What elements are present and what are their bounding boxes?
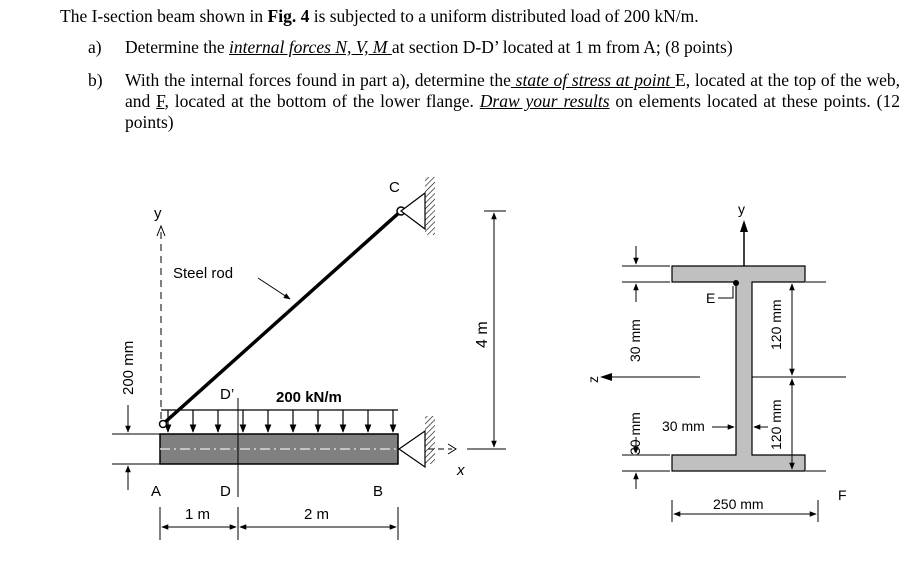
point-e-marker: [733, 280, 739, 286]
intro-text-end: is subjected to a uniform distributed load of 200 kN/m.: [309, 6, 699, 26]
point-e-leader: [718, 286, 733, 298]
part-a-post: at section D-D’ located at 1 m from A; (8 points): [391, 37, 733, 57]
part-b-t2: E, located at the top of the web, and: [125, 70, 900, 111]
point-d-prime-label: D’: [220, 386, 235, 403]
dim-2m-label: 2 m: [304, 506, 330, 523]
point-a-label: A: [151, 483, 162, 500]
dim-width-label: 250 mm: [713, 496, 764, 512]
rod-label: Steel rod: [173, 265, 234, 282]
part-b-t1: With the internal forces found in part a), determine the: [125, 70, 511, 90]
section-figure: [585, 201, 847, 522]
part-b-u3: Draw your results: [479, 91, 610, 111]
part-a-label: a): [88, 37, 102, 57]
dim-200mm-label: 200 mm: [120, 340, 137, 395]
part-b-u1: state of stress at point: [510, 70, 676, 90]
beam-x-label: x: [457, 462, 465, 479]
support-b-hatch: [425, 416, 435, 464]
load-arrows: [168, 410, 393, 432]
section-y-label: y: [738, 201, 745, 217]
rod-pin-a: [160, 421, 167, 428]
support-b-triangle: [399, 431, 425, 467]
load-label: 200 kN/m: [276, 389, 342, 406]
point-e-label: E: [706, 290, 716, 306]
part-a-pre: Determine the: [125, 37, 229, 57]
dim-half-lower-label: 120 mm: [768, 399, 784, 450]
beam-figure: [112, 177, 506, 540]
part-b-t4: on elements located at these points. (12 points): [125, 91, 900, 132]
dim-flange-bottom-label: 30 mm: [627, 412, 643, 455]
part-b-t3: , located at the bottom of the lower flange.: [164, 91, 480, 111]
part-a-underlined: internal forces N, V, M: [228, 37, 392, 57]
dim-flange-top-label: 30 mm: [627, 319, 643, 362]
point-c-label: C: [389, 179, 400, 196]
rod-leader: [258, 278, 290, 299]
support-c-triangle: [401, 193, 425, 229]
i-section-shape: [672, 266, 805, 471]
point-b-label: B: [373, 483, 384, 500]
point-f-label: F: [838, 487, 847, 503]
section-z-label: z: [585, 376, 601, 383]
part-b-label: b): [88, 70, 103, 90]
dim-half-upper-label: 120 mm: [768, 299, 784, 350]
dim-4m-label: 4 m: [474, 321, 491, 348]
point-d-label: D: [220, 483, 231, 500]
dim-1m-label: 1 m: [185, 506, 211, 523]
support-c-hatch: [425, 177, 435, 235]
intro-text: The I-section beam shown in: [60, 6, 268, 26]
section-z-arrow: [600, 373, 612, 381]
dim-web-label: 30 mm: [662, 418, 705, 434]
part-b-u2: F: [156, 91, 165, 111]
section-y-arrow: [740, 220, 748, 232]
figure-reference: Fig. 4: [267, 6, 310, 26]
beam-y-label: y: [154, 205, 162, 222]
